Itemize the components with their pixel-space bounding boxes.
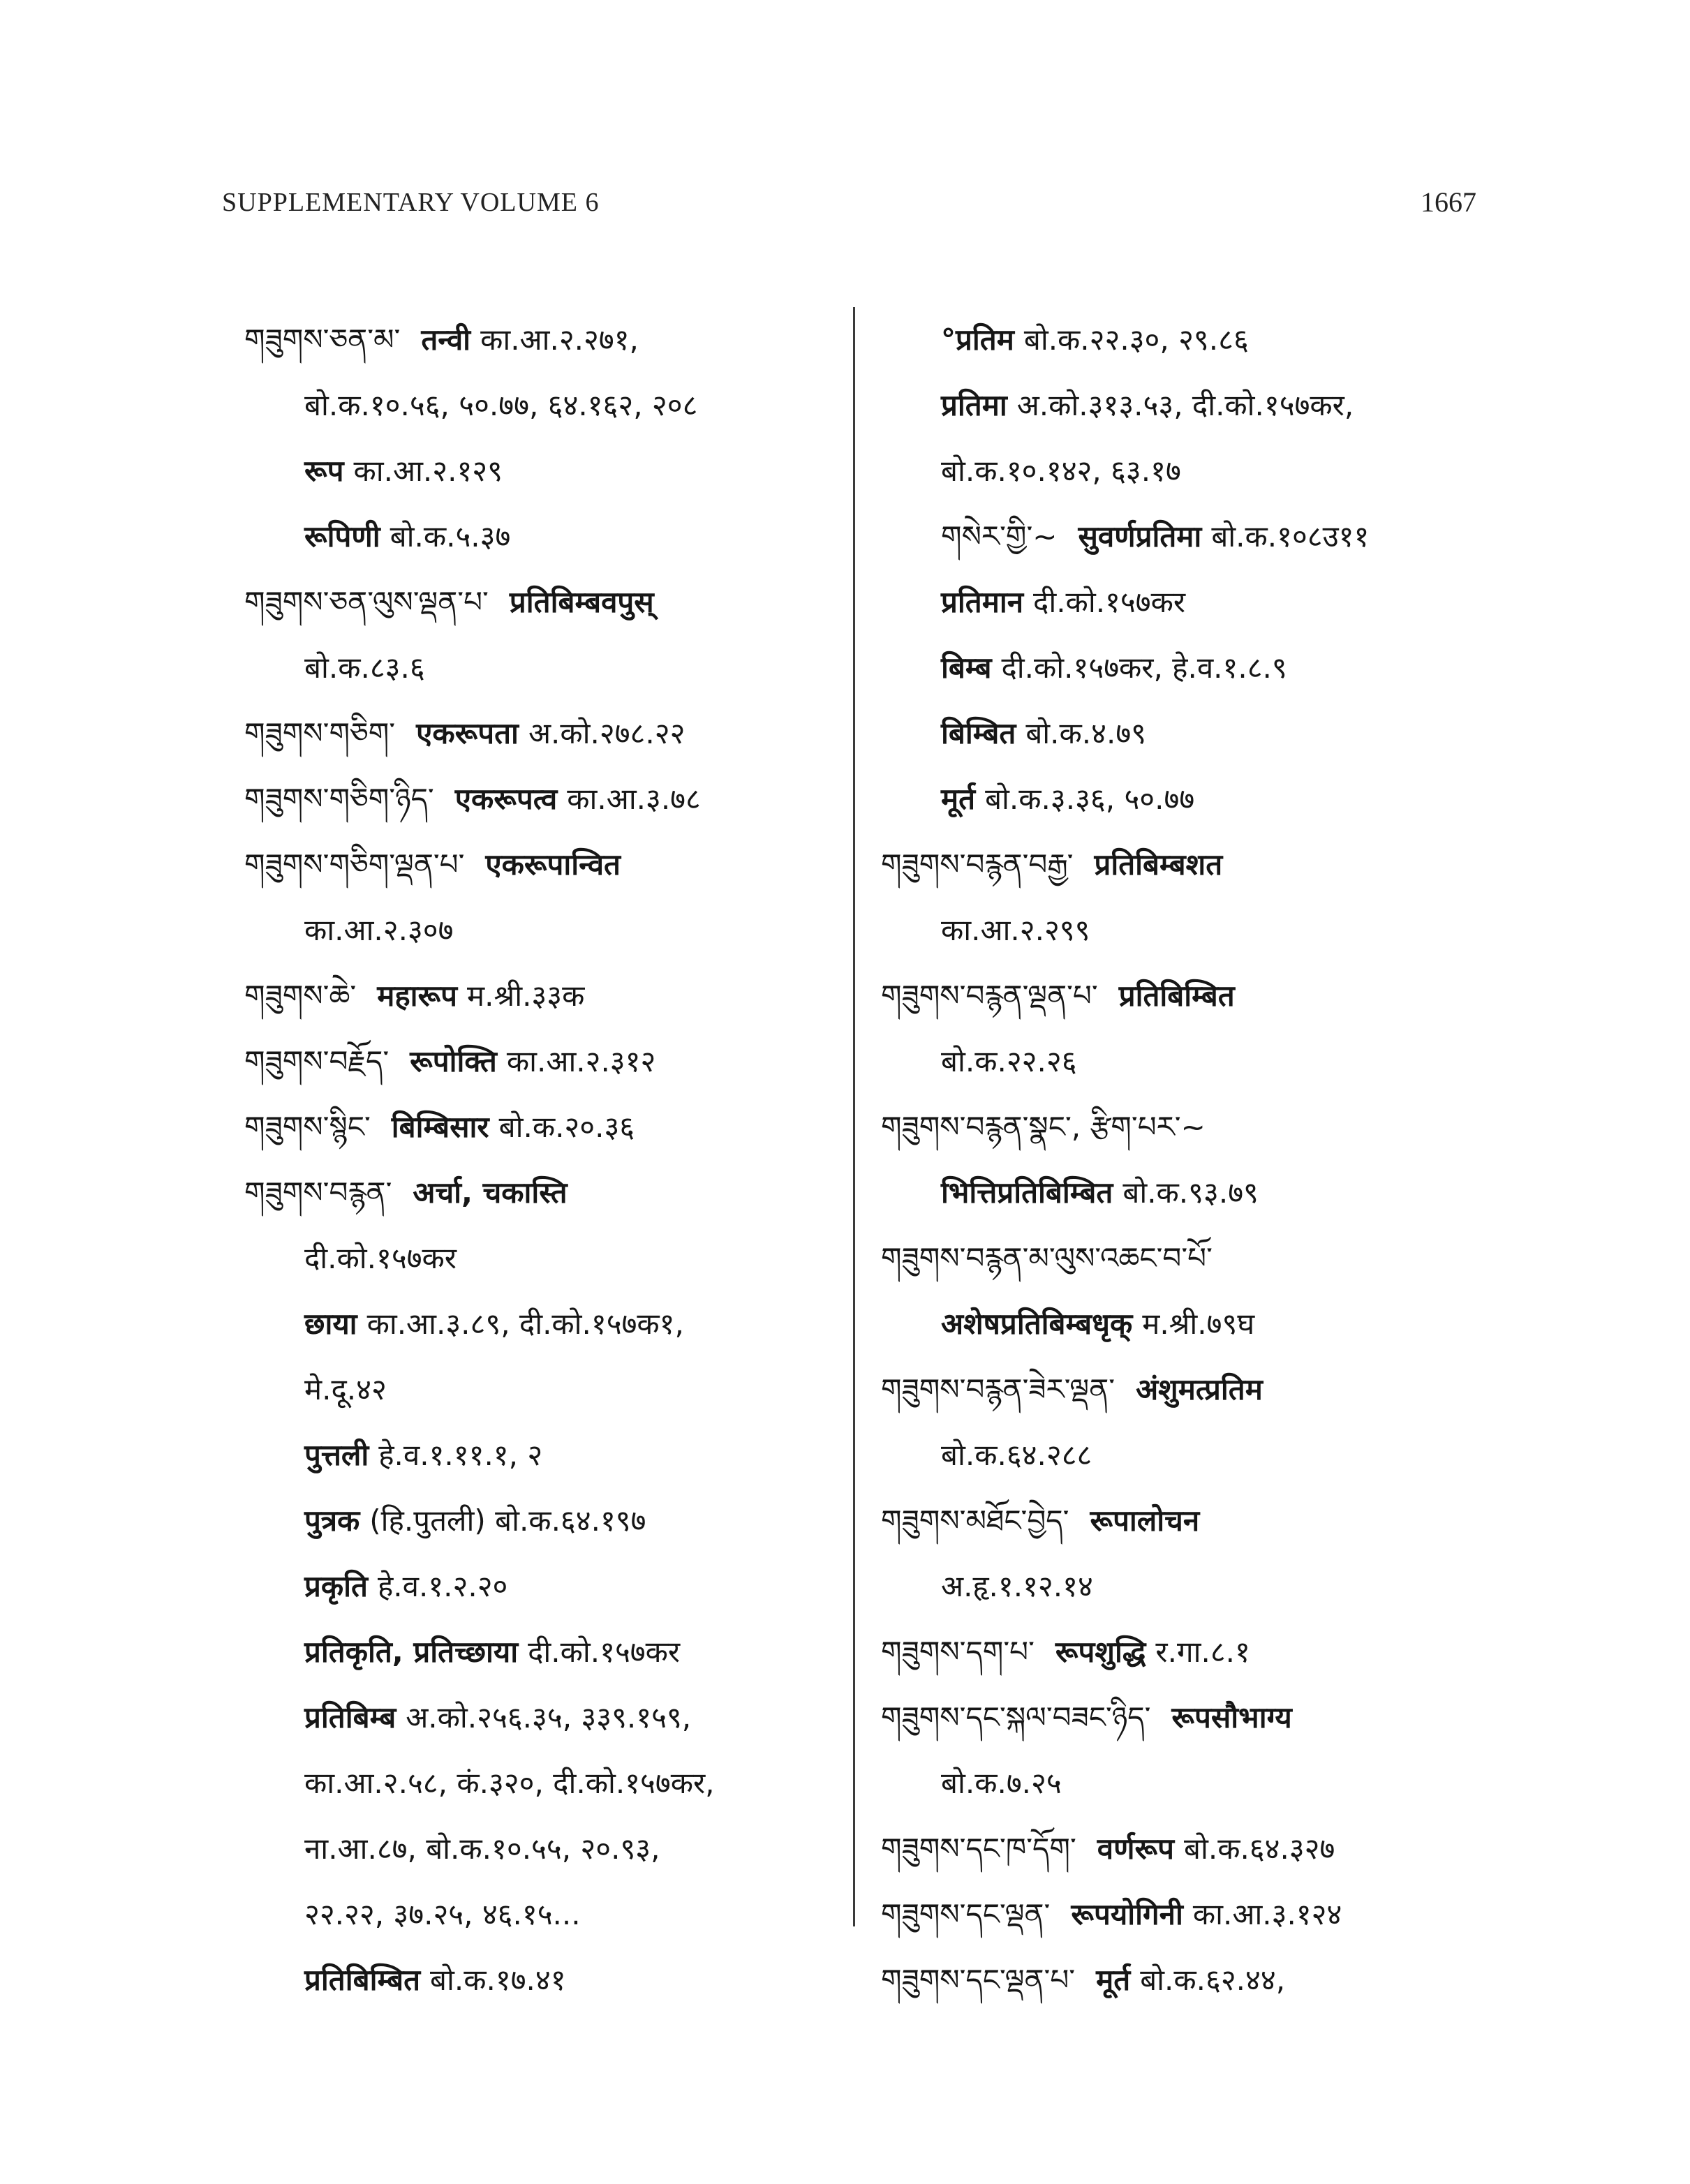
entry-continuation-line	[244, 1751, 838, 1816]
sanskrit-equivalent: प्रकृति	[304, 1569, 368, 1603]
sanskrit-equivalent: बिम्ब	[941, 651, 992, 685]
sanskrit-equivalent: रूपशुद्धि	[1055, 1635, 1146, 1669]
tibetan-headword: གསེར་གྱི་~	[941, 519, 1058, 554]
source-reference: बो.क.३.३६, ५०.७७	[985, 782, 1195, 816]
source-reference: बो.क.६४.३२७	[1183, 1832, 1335, 1866]
tibetan-headword: གཟུགས་གཅིག་ཉིད་	[244, 782, 434, 816]
source-reference: (हि.पुतली) बो.क.६४.१९७	[369, 1503, 646, 1538]
tibetan-headword: གཟུགས་མཐོང་བྱེད་	[881, 1503, 1069, 1538]
sanskrit-equivalent: बिम्बिसार	[391, 1110, 489, 1144]
source-reference: का.आ.३.८९, दी.को.१५७क१,	[366, 1307, 684, 1341]
entry-continuation-line	[244, 1816, 838, 1882]
sanskrit-equivalent: रूप	[304, 454, 344, 488]
tibetan-headword: གཟུགས་དང་ལྡན་པ་	[881, 1963, 1076, 1997]
source-reference: बो.क.७.२५	[941, 1766, 1062, 1800]
tibetan-headword: གཟུགས་དང་ལྡན་	[881, 1897, 1051, 1931]
tibetan-headword: གཟུགས་བརྙན་མ་ལུས་འཆང་བ་པོ་	[881, 1241, 1213, 1275]
source-reference: हे.व.१.११.१, २	[378, 1438, 543, 1472]
entry-headword-line	[244, 570, 838, 635]
entry-continuation-line	[881, 1751, 1509, 1816]
entry-headword-line	[881, 1816, 1509, 1882]
entry-headword-line	[881, 1357, 1509, 1422]
sanskrit-equivalent: महारूप	[377, 979, 457, 1013]
source-reference: का.आ.२.५८, कं.३२०, दी.को.१५७कर,	[304, 1766, 715, 1800]
entry-sense-line	[881, 1160, 1509, 1226]
entry-headword-line	[881, 1947, 1509, 2013]
source-reference: का.आ.२.१२९	[353, 454, 503, 488]
sanskrit-equivalent: रूपसौभाग्य	[1171, 1700, 1292, 1734]
source-reference: बो.क.१७.४१	[430, 1963, 566, 1997]
column-divider	[853, 307, 855, 1926]
source-reference: बो.क.१०.१४२, ६३.१७	[941, 454, 1181, 488]
entry-headword-line	[881, 1094, 1509, 1160]
entry-sense-line	[881, 307, 1509, 373]
source-reference: दी.को.१५७कर	[528, 1635, 681, 1669]
source-reference: अ.को.२५६.३५, ३३९.१५९,	[406, 1700, 692, 1734]
source-reference: बो.क.५.३७	[390, 519, 511, 554]
entry-headword-line	[881, 1882, 1509, 1947]
source-reference: बो.क.१०८उ११	[1211, 519, 1370, 554]
entry-sense-line	[881, 701, 1509, 766]
sanskrit-equivalent: प्रतिबिम्बशत	[1094, 847, 1223, 882]
source-reference: बो.क.२२.२६	[941, 1044, 1077, 1078]
sanskrit-equivalent: प्रतिकृति, प्रतिच्छाया	[304, 1635, 519, 1669]
tibetan-headword: གཟུགས་ཅན་ལུས་ལྡན་པ་	[244, 585, 489, 619]
source-reference: हे.व.१.२.२०	[377, 1569, 508, 1603]
entry-sense-line	[244, 504, 838, 570]
entry-headword-line	[881, 1619, 1509, 1685]
source-reference: अ.को.२७८.२२	[528, 716, 685, 750]
sanskrit-equivalent: पुत्रक	[304, 1503, 360, 1538]
entry-sense-line	[244, 1291, 838, 1357]
sanskrit-equivalent: अर्चा, चकास्ति	[413, 1175, 568, 1210]
tibetan-headword: གཟུགས་དང་སྐལ་བཟང་ཉིད་	[881, 1700, 1151, 1734]
entry-headword-line	[244, 832, 838, 898]
sanskrit-equivalent: बिम्बित	[941, 716, 1016, 750]
entry-headword-line	[244, 766, 838, 832]
source-reference: म.श्री.३३क	[467, 979, 585, 1013]
entry-headword-line	[244, 1160, 838, 1226]
source-reference: दी.को.१५७कर	[304, 1241, 457, 1275]
sanskrit-equivalent: पुत्तली	[304, 1438, 369, 1472]
tibetan-headword: གཟུགས་དག་པ་	[881, 1635, 1035, 1669]
sanskrit-equivalent: °प्रतिम	[941, 322, 1014, 357]
entry-headword-line	[244, 701, 838, 766]
entry-continuation-line	[244, 1226, 838, 1291]
sanskrit-equivalent: अंशुमत्प्रतिम	[1136, 1372, 1263, 1406]
sanskrit-equivalent: अशेषप्रतिबिम्बधृक्	[941, 1307, 1133, 1341]
source-reference: बो.क.१०.५६, ५०.७७, ६४.१६२, २०८	[304, 388, 698, 422]
entry-sense-line	[881, 570, 1509, 635]
tibetan-headword: གཟུགས་བརྙན་སྣང་, རྩིག་པར་~	[881, 1110, 1206, 1144]
entry-headword-line	[881, 1685, 1509, 1751]
page-number: 1667	[1421, 186, 1476, 218]
source-reference: अ.को.३१३.५३, दी.को.१५७कर,	[1016, 388, 1354, 422]
source-reference: र.गा.८.१	[1155, 1635, 1250, 1669]
sanskrit-equivalent: प्रतिबिम्बवपुस्	[509, 585, 654, 619]
source-reference: दी.को.१५७कर	[1033, 585, 1186, 619]
sanskrit-equivalent: प्रतिबिम्ब	[304, 1700, 396, 1734]
source-reference: का.आ.३.७८	[567, 782, 701, 816]
sanskrit-equivalent: भित्तिप्रतिबिम्बित	[941, 1175, 1113, 1210]
tibetan-headword: གཟུགས་བརྙན་ཟེར་ལྡན་	[881, 1372, 1115, 1406]
sanskrit-equivalent: छाया	[304, 1307, 357, 1341]
source-reference: दी.को.१५७कर, हे.व.१.८.९	[1001, 651, 1287, 685]
entry-sense-line	[881, 373, 1509, 438]
sanskrit-equivalent: मूर्त	[941, 782, 976, 816]
entry-continuation-line	[881, 1029, 1509, 1094]
source-reference: बो.क.८३.६	[304, 651, 425, 685]
running-head: SUPPLEMENTARY VOLUME 6	[222, 188, 600, 217]
sanskrit-equivalent: एकरूपत्व	[454, 782, 558, 816]
source-reference: ना.आ.८७, बो.क.१०.५५, २०.९३,	[304, 1832, 660, 1866]
entry-continuation-line	[244, 635, 838, 701]
source-reference: का.आ.२.३१२	[506, 1044, 656, 1078]
entry-sense-line	[881, 766, 1509, 832]
source-reference: का.आ.२.३०७	[304, 913, 454, 947]
entry-headword-line	[881, 1488, 1509, 1554]
tibetan-headword: གཟུགས་བརྙན་ལྡན་པ་	[881, 979, 1098, 1013]
sanskrit-equivalent: एकरूपान्वित	[485, 847, 621, 882]
source-reference: बो.क.४.७९	[1025, 716, 1147, 750]
source-reference: का.आ.२.२७१,	[480, 322, 639, 357]
sanskrit-equivalent: रूपिणी	[304, 519, 380, 554]
entry-sense-line	[244, 1685, 838, 1751]
source-reference: बो.क.२२.३०, २९.८६	[1023, 322, 1249, 357]
entry-continuation-line	[244, 373, 838, 438]
entry-continuation-line	[244, 898, 838, 963]
source-reference: का.आ.३.१२४	[1192, 1897, 1342, 1931]
entry-headword-line	[244, 1029, 838, 1094]
tibetan-headword: གཟུགས་བརྙན་	[244, 1175, 392, 1210]
tibetan-headword: གཟུགས་ཆེ་	[244, 979, 357, 1013]
entry-continuation-line	[881, 1422, 1509, 1488]
sanskrit-equivalent: प्रतिबिम्बित	[304, 1963, 421, 1997]
sanskrit-equivalent: रूपालोचन	[1090, 1503, 1200, 1538]
tibetan-headword: གཟུགས་སྙིང་	[244, 1110, 371, 1144]
sanskrit-equivalent: प्रतिमान	[941, 585, 1024, 619]
entry-continuation-line	[244, 1882, 838, 1947]
tibetan-headword: གཟུགས་བརྗོད་	[244, 1044, 390, 1078]
source-reference: बो.क.६२.४४,	[1140, 1963, 1286, 1997]
left-column	[244, 307, 838, 2013]
tibetan-headword: གཟུགས་བརྙན་བརྒྱ་	[881, 847, 1074, 882]
source-reference: मे.दू.४२	[304, 1372, 387, 1406]
entry-continuation-line	[881, 438, 1509, 504]
entry-sense-line	[244, 1422, 838, 1488]
entry-sense-line	[244, 1947, 838, 2013]
sanskrit-equivalent: रूपोक्ति	[410, 1044, 497, 1078]
source-reference: २२.२२, ३७.२५, ४६.१५...	[304, 1897, 581, 1931]
source-reference: बो.क.२०.३६	[498, 1110, 635, 1144]
entry-headword-line	[881, 832, 1509, 898]
tibetan-headword: གཟུགས་ཅན་མ་	[244, 322, 401, 357]
entry-continuation-line	[881, 898, 1509, 963]
entry-headword-line	[244, 1094, 838, 1160]
entry-sense-line	[244, 1554, 838, 1619]
source-reference: अ.हृ.१.१२.१४	[941, 1569, 1093, 1603]
tibetan-headword: གཟུགས་དང་ཁ་དོག་	[881, 1832, 1076, 1866]
entry-sense-line	[881, 504, 1509, 570]
source-reference: बो.क.६४.२८८	[941, 1438, 1092, 1472]
sanskrit-equivalent: एकरूपता	[416, 716, 519, 750]
entry-sense-line	[244, 1619, 838, 1685]
entry-continuation-line	[881, 1554, 1509, 1619]
sanskrit-equivalent: वर्णरूप	[1097, 1832, 1174, 1866]
sanskrit-equivalent: प्रतिमा	[941, 388, 1007, 422]
entry-headword-line	[881, 1226, 1509, 1291]
right-column	[881, 307, 1509, 2013]
entry-continuation-line	[244, 1357, 838, 1422]
sanskrit-equivalent: सुवर्णप्रतिमा	[1078, 519, 1202, 554]
source-reference: बो.क.९३.७९	[1122, 1175, 1259, 1210]
entry-headword-line	[881, 963, 1509, 1029]
entry-headword-line	[244, 307, 838, 373]
tibetan-headword: གཟུགས་གཅིག་	[244, 716, 396, 750]
entry-headword-line	[244, 963, 838, 1029]
sanskrit-equivalent: प्रतिबिम्बित	[1118, 979, 1235, 1013]
source-reference: का.आ.२.२९९	[941, 913, 1090, 947]
entry-sense-line	[244, 1488, 838, 1554]
source-reference: म.श्री.७९घ	[1142, 1307, 1255, 1341]
sanskrit-equivalent: मूर्त	[1096, 1963, 1131, 1997]
entry-sense-line	[881, 1291, 1509, 1357]
entry-sense-line	[881, 635, 1509, 701]
sanskrit-equivalent: रूपयोगिनी	[1071, 1897, 1183, 1931]
tibetan-headword: གཟུགས་གཅིག་ལྡན་པ་	[244, 847, 465, 882]
sanskrit-equivalent: तन्वी	[421, 322, 471, 357]
entry-sense-line	[244, 438, 838, 504]
